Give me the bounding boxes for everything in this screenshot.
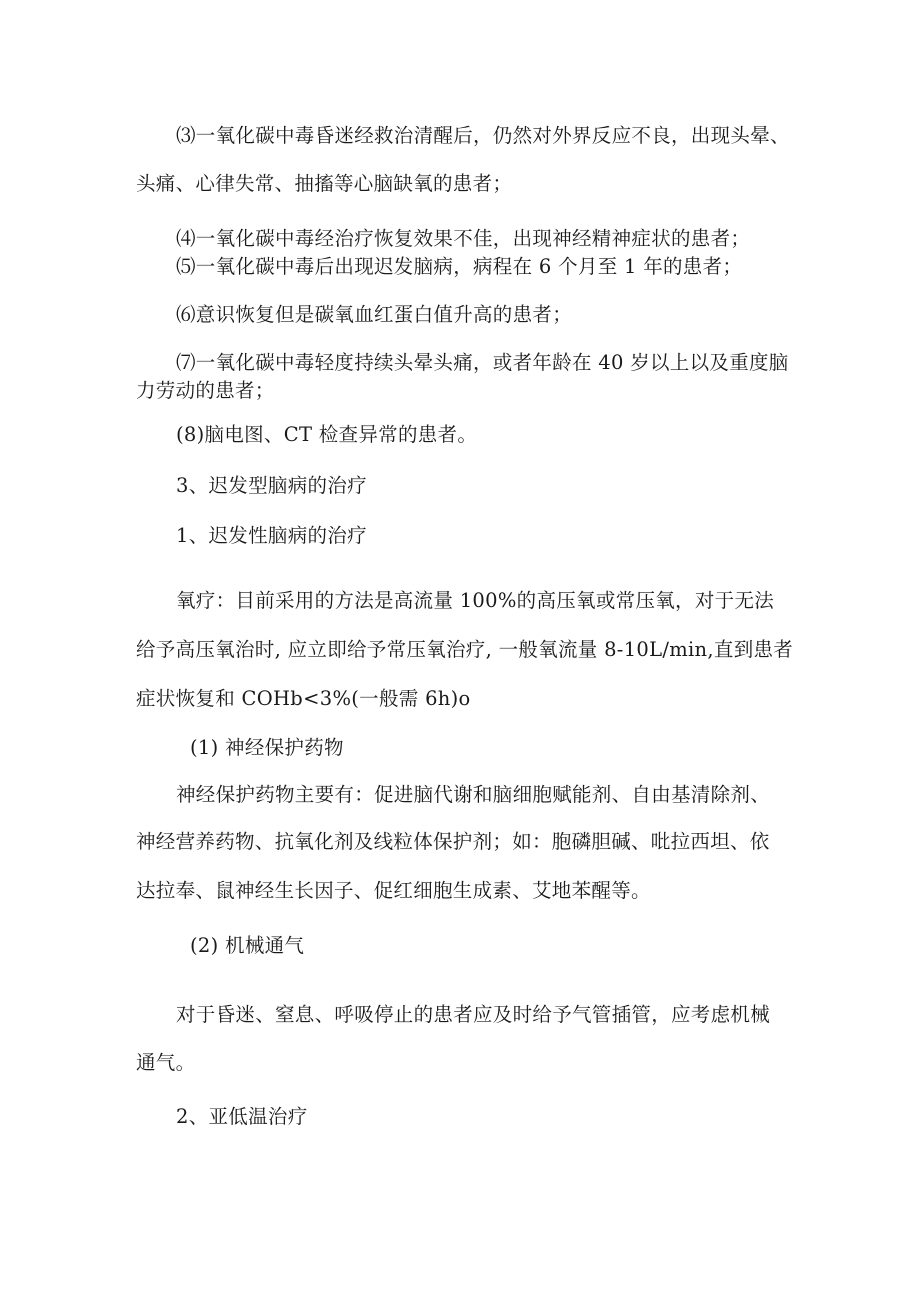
- subheading-neuroprotective-drugs: (1) 神经保护药物: [190, 736, 344, 759]
- section-heading-3: 3、迟发型脑病的治疗: [176, 474, 367, 497]
- oxygen-therapy-line-1: 氧疗：目前采用的方法是高流量 100%的高压氧或常压氧，对于无法: [176, 589, 775, 612]
- oxygen-therapy-line-2: 给予高压氧治时, 应立即给予常压氧治疗, 一般氧流量 8-10L∕min,直到患者: [136, 638, 794, 661]
- neuro-drugs-line-1: 神经保护药物主要有：促进脑代谢和脑细胞赋能剂、自由基清除剂、: [176, 783, 771, 806]
- oxygen-therapy-line-3: 症状恢复和 COHb<3%(一般需 6h)o: [136, 687, 471, 710]
- neuro-drugs-line-2: 神经营养药物、抗氧化剂及线粒体保护剂；如：胞磷胆碱、吡拉西坦、依: [136, 830, 770, 853]
- neuro-drugs-line-3: 达拉奉、鼠神经生长因子、促红细胞生成素、艾地苯醒等。: [136, 879, 651, 902]
- item-5: ⑸一氧化碳中毒后出现迟发脑病，病程在 6 个月至 1 年的患者；: [176, 255, 743, 278]
- item-7-line-1: ⑺一氧化碳中毒轻度持续头晕头痛，或者年龄在 40 岁以上以及重度脑: [176, 351, 789, 374]
- section-heading-2: 2、亚低温治疗: [176, 1105, 308, 1128]
- item-6: ⑹意识恢复但是碳氧血红蛋白值升高的患者；: [176, 303, 573, 326]
- ventilation-line-2: 通气。: [136, 1051, 196, 1074]
- ventilation-line-1: 对于昏迷、窒息、呼吸停止的患者应及时给予气管插管，应考虑机械: [176, 1003, 771, 1026]
- item-4: ⑷一氧化碳中毒经治疗恢复效果不佳，出现神经精神症状的患者；: [176, 227, 751, 250]
- item-3-line-1: ⑶一氧化碳中毒昏迷经救治清醒后，仍然对外界反应不良，出现头晕、: [176, 124, 790, 147]
- section-heading-1: 1、迟发性脑病的治疗: [176, 524, 367, 547]
- item-7-line-2: 力劳动的患者；: [136, 379, 275, 402]
- item-8: (8)脑电图、CT 检查异常的患者。: [176, 423, 478, 446]
- item-3-line-2: 头痛、心律失常、抽搐等心脑缺氧的患者；: [136, 172, 513, 195]
- subheading-mechanical-ventilation: (2) 机械通气: [190, 934, 305, 957]
